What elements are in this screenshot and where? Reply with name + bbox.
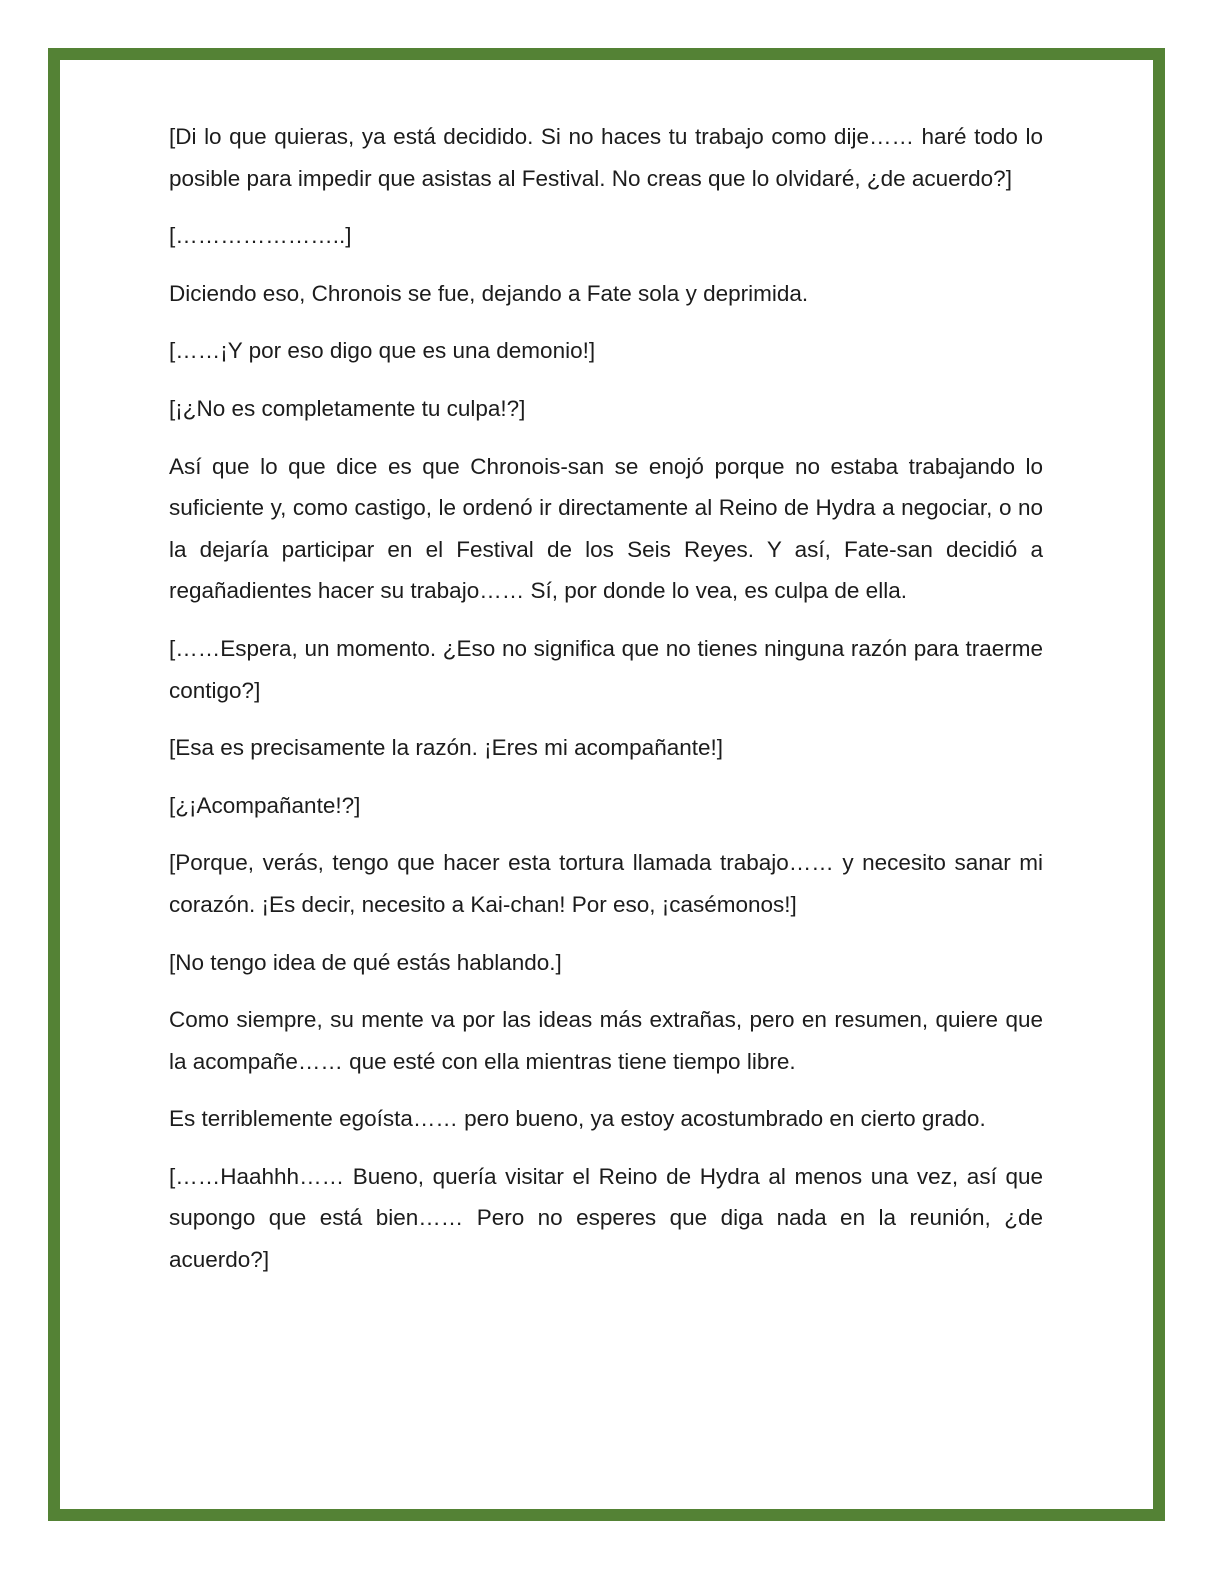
paragraph-6: Así que lo que dice es que Chronois-san se enojó porque no estaba trabajando lo suficiente y, como castigo, le ordenó ir directamente al Reino de Hydra a negociar, o no la dejaría participar en el Festival de los Seis Reyes. Y así, Fate-san decidió a regañadientes hacer su trabajo…… Sí, por donde lo vea, es culpa de ella. bbox=[169, 453, 1043, 604]
paragraph-4: [……¡Y por eso digo que es una demonio!] bbox=[169, 338, 596, 364]
paragraph-1: [Di lo que quieras, ya está decidido. Si no haces tu trabajo como dije…… haré todo lo posible para impedir que asistas al Festival. No creas que lo olvidaré, ¿de acuerdo?] bbox=[169, 124, 1043, 191]
paragraph-8: [Esa es precisamente la razón. ¡Eres mi acompañante!] bbox=[169, 735, 724, 761]
paragraph-9: [¿¡Acompañante!?] bbox=[169, 792, 361, 818]
paragraph-3: Diciendo eso, Chronois se fue, dejando a Fate sola y deprimida. bbox=[169, 280, 809, 306]
paragraph-2: […………………..] bbox=[169, 223, 352, 249]
paragraph-13: Es terriblemente egoísta…… pero bueno, ya estoy acostumbrado en cierto grado. bbox=[169, 1106, 986, 1132]
paragraph-14: [……Haahhh…… Bueno, quería visitar el Reino de Hydra al menos una vez, así que supongo que está bien…… Pero no esperes que diga nada en la reunión, ¿de acuerdo?] bbox=[169, 1163, 1043, 1273]
paragraph-10: [Porque, verás, tengo que hacer esta tortura llamada trabajo…… y necesito sanar mi corazón. ¡Es decir, necesito a Kai-chan! Por eso, ¡casémonos!] bbox=[169, 850, 1043, 917]
paragraph-7: [……Espera, un momento. ¿Eso no significa que no tienes ninguna razón para traerme contigo?] bbox=[169, 635, 1043, 703]
paragraph-11: [No tengo idea de qué estás hablando.] bbox=[169, 949, 562, 975]
paragraph-5: [¡¿No es completamente tu culpa!?] bbox=[169, 395, 526, 421]
paragraph-12: Como siempre, su mente va por las ideas más extrañas, pero en resumen, quiere que la acompañe…… que esté con ella mientras tiene tiempo libre. bbox=[169, 1007, 1043, 1074]
page-text-body bbox=[169, 116, 1043, 1297]
